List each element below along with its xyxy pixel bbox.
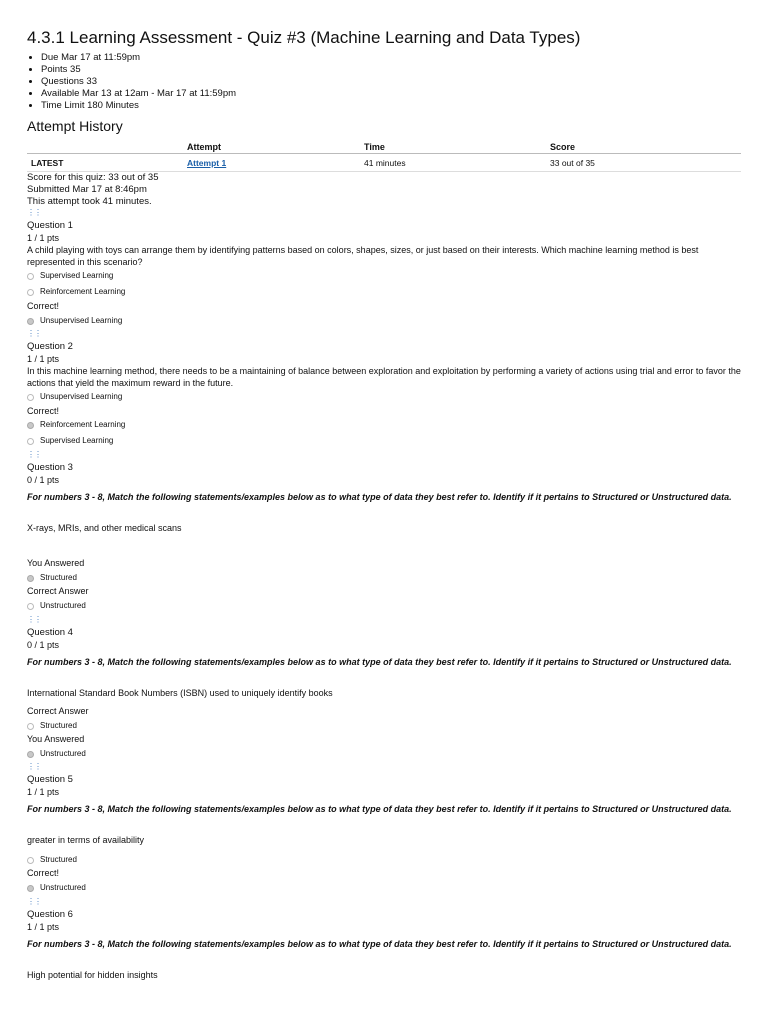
table-header-row bbox=[27, 140, 741, 154]
header-time: Time bbox=[364, 140, 550, 154]
question-3-instruction: For numbers 3 - 8, Match the following statements/examples below as to what type of data they best refer to. Identify if it pertains to Structured or Unstructured data. bbox=[27, 492, 732, 502]
submitted-date: Submitted Mar 17 at 8:46pm bbox=[27, 184, 147, 195]
header-attempt: Attempt bbox=[187, 140, 364, 154]
q4-answer-unstructured[interactable]: Unstructured bbox=[27, 749, 86, 759]
q4-correct-answer-tag: Correct Answer bbox=[27, 706, 89, 716]
question-4-text: International Standard Book Numbers (ISBN) used to uniquely identify books bbox=[27, 688, 333, 698]
radio-icon[interactable] bbox=[27, 857, 34, 864]
question-6-points: 1 / 1 pts bbox=[27, 922, 60, 932]
question-1-points: 1 / 1 pts bbox=[27, 233, 60, 243]
q1-answer-reinforcement[interactable]: Reinforcement Learning bbox=[27, 287, 125, 297]
q5-correct-tag: Correct! bbox=[27, 868, 60, 878]
question-6-text: High potential for hidden insights bbox=[27, 970, 158, 980]
question-4-instruction: For numbers 3 - 8, Match the following statements/examples below as to what type of data they best refer to. Identify if it pertains to Structured or Unstructured data. bbox=[27, 657, 732, 667]
question-count: • Questions 33 bbox=[41, 76, 236, 88]
radio-icon[interactable] bbox=[27, 438, 34, 445]
radio-selected-icon[interactable] bbox=[27, 885, 34, 892]
question-3-text: X-rays, MRIs, and other medical scans bbox=[27, 523, 182, 533]
radio-selected-icon[interactable] bbox=[27, 318, 34, 325]
question-2-label: Question 2 bbox=[27, 341, 73, 352]
question-4-points: 0 / 1 pts bbox=[27, 640, 60, 650]
q2-correct-tag: Correct! bbox=[27, 406, 60, 416]
radio-icon[interactable] bbox=[27, 289, 34, 296]
question-2-points: 1 / 1 pts bbox=[27, 354, 60, 364]
q1-answer-unsupervised[interactable]: Unsupervised Learning bbox=[27, 316, 122, 326]
attempt-duration: This attempt took 41 minutes. bbox=[27, 196, 152, 207]
latest-label: LATEST bbox=[27, 154, 187, 172]
radio-selected-icon[interactable] bbox=[27, 422, 34, 429]
q3-answer-unstructured[interactable]: Unstructured bbox=[27, 601, 86, 611]
header-blank bbox=[27, 140, 187, 154]
q4-you-answered-tag: You Answered bbox=[27, 734, 85, 744]
q1-correct-tag: Correct! bbox=[27, 301, 60, 311]
drag-handle-icon[interactable]: ⋮⋮ bbox=[27, 329, 41, 338]
radio-selected-icon[interactable] bbox=[27, 575, 34, 582]
q4-answer-structured[interactable]: Structured bbox=[27, 721, 77, 731]
attempt-link[interactable]: Attempt 1 bbox=[187, 157, 227, 168]
attempt-time: 41 minutes bbox=[364, 154, 550, 172]
q1-answer-supervised[interactable]: Supervised Learning bbox=[27, 271, 113, 281]
time-limit: • Time Limit 180 Minutes bbox=[41, 100, 236, 112]
question-5-points: 1 / 1 pts bbox=[27, 787, 60, 797]
question-1-label: Question 1 bbox=[27, 220, 73, 231]
points: • Points 35 bbox=[41, 64, 236, 76]
q3-correct-answer-tag: Correct Answer bbox=[27, 586, 89, 596]
question-5-text: greater in terms of availability bbox=[27, 835, 145, 845]
drag-handle-icon[interactable]: ⋮⋮ bbox=[27, 615, 41, 624]
attempt-summary bbox=[27, 172, 159, 208]
quiz-title: 4.3.1 Learning Assessment - Quiz #3 (Machine Learning and Data Types) bbox=[27, 28, 581, 47]
question-2-text: In this machine learning method, there needs to be a maintaining of balance between exploration and exploitation by performing a variety of actions using trial and error to favor the actions that yield the maximum reward in the future. bbox=[27, 366, 741, 388]
question-3-points: 0 / 1 pts bbox=[27, 475, 60, 485]
header-score: Score bbox=[550, 140, 741, 154]
attempt-history-table bbox=[27, 140, 741, 172]
radio-icon[interactable] bbox=[27, 273, 34, 280]
due-date: • Due Mar 17 at 11:59pm bbox=[41, 52, 236, 64]
question-1-text: A child playing with toys can arrange them by identifying patterns based on colors, shapes, sizes, or just based on their interests. Which machine learning method is best represented in this scenario? bbox=[27, 245, 699, 267]
radio-icon[interactable] bbox=[27, 603, 34, 610]
attempt-score: 33 out of 35 bbox=[550, 154, 741, 172]
question-5-instruction: For numbers 3 - 8, Match the following statements/examples below as to what type of data they best refer to. Identify if it pertains to Structured or Unstructured data. bbox=[27, 804, 732, 814]
drag-handle-icon[interactable]: ⋮⋮ bbox=[27, 450, 41, 459]
question-4-label: Question 4 bbox=[27, 627, 73, 638]
drag-handle-icon[interactable]: ⋮⋮ bbox=[27, 897, 41, 906]
question-3-label: Question 3 bbox=[27, 462, 73, 473]
table-row bbox=[27, 154, 741, 172]
q3-answer-structured[interactable]: Structured bbox=[27, 573, 77, 583]
drag-handle-icon[interactable]: ⋮⋮ bbox=[27, 762, 41, 771]
q2-answer-reinforcement[interactable]: Reinforcement Learning bbox=[27, 420, 125, 430]
question-6-instruction: For numbers 3 - 8, Match the following statements/examples below as to what type of data they best refer to. Identify if it pertains to Structured or Unstructured data. bbox=[27, 939, 732, 949]
question-5-label: Question 5 bbox=[27, 774, 73, 785]
quiz-score: Score for this quiz: 33 out of 35 bbox=[27, 172, 159, 183]
radio-icon[interactable] bbox=[27, 723, 34, 730]
drag-handle-icon[interactable]: ⋮⋮ bbox=[27, 208, 41, 217]
q2-answer-supervised[interactable]: Supervised Learning bbox=[27, 436, 113, 446]
q5-answer-unstructured[interactable]: Unstructured bbox=[27, 883, 86, 893]
q2-answer-unsupervised[interactable]: Unsupervised Learning bbox=[27, 392, 122, 402]
quiz-meta-list bbox=[27, 52, 236, 112]
attempt-history-title: Attempt History bbox=[27, 118, 123, 134]
q3-you-answered-tag: You Answered bbox=[27, 558, 85, 568]
radio-selected-icon[interactable] bbox=[27, 751, 34, 758]
question-6-label: Question 6 bbox=[27, 909, 73, 920]
q5-answer-structured[interactable]: Structured bbox=[27, 855, 77, 865]
radio-icon[interactable] bbox=[27, 394, 34, 401]
availability: • Available Mar 13 at 12am - Mar 17 at 11:59pm bbox=[41, 88, 236, 100]
